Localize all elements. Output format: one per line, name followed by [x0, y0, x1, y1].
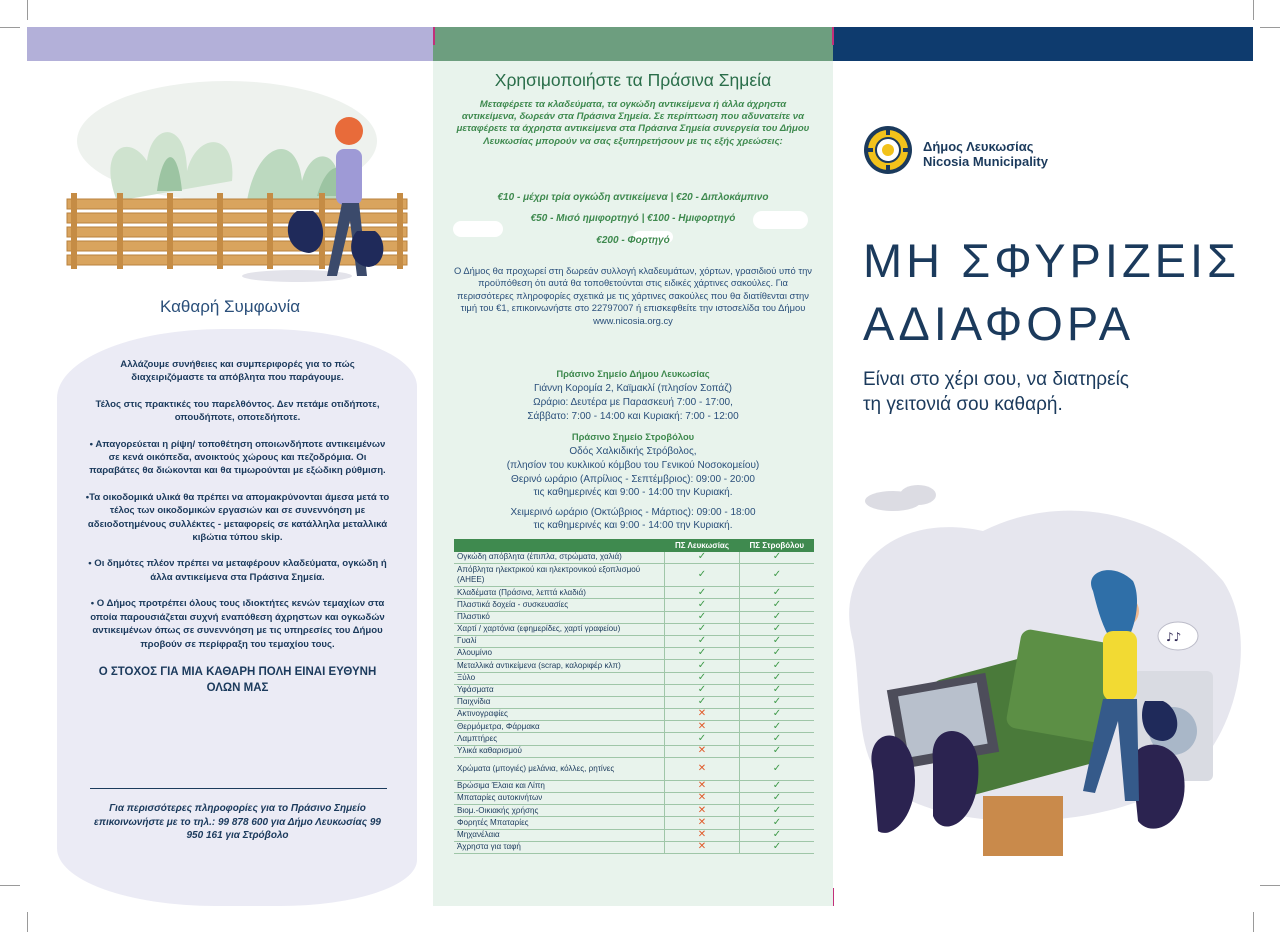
table-cell-item: Φορητές Μπαταρίες [454, 817, 665, 829]
table-cell-mark [740, 623, 815, 635]
table-row [454, 696, 814, 708]
check-icon: ✓ [697, 586, 707, 598]
table-cell-mark [740, 611, 815, 623]
table-cell-mark [740, 587, 815, 599]
check-icon: ✓ [772, 586, 782, 598]
top-bar-green [433, 27, 833, 61]
table-cell-mark [665, 564, 740, 587]
table-cell-item: Θερμόμετρα, Φάρμακα [454, 721, 665, 733]
table-cell-mark [740, 660, 815, 672]
check-icon: ✓ [697, 568, 707, 580]
table-cell-mark [740, 805, 815, 817]
price-line: €200 - Φορτηγό [596, 235, 670, 246]
point2-address: (πλησίον του κυκλικού κόμβου του Γενικού Νοσοκομείου) [506, 460, 760, 471]
table-cell-item: Κλαδέματα (Πράσινα, λεπτά κλαδιά) [454, 587, 665, 599]
check-icon: ✓ [697, 598, 707, 610]
check-icon: ✓ [772, 623, 782, 635]
check-icon: ✓ [697, 684, 707, 696]
table-cell-mark [665, 552, 740, 564]
table-cell-item: Βρώσιμα Έλαια και Λίπη [454, 780, 665, 792]
table-cell-mark [665, 721, 740, 733]
table-cell-item: Υλικά καθαρισμού [454, 745, 665, 757]
table-row [454, 829, 814, 841]
divider [90, 788, 387, 789]
cross-icon: ✕ [697, 804, 707, 816]
fold-mark [433, 27, 435, 45]
check-icon: ✓ [772, 828, 782, 840]
check-icon: ✓ [772, 792, 782, 804]
crop-mark [1260, 27, 1280, 28]
paragraph: •Τα οικοδομικά υλικά θα πρέπει να απομακρύνονται άμεσα μετά το τέλος των οικοδομικών εργασιών και σε συνεννόηση με αδειοδοτημένους συλλέκτες - μεταφορείς σε κατάλληλα μεταλλικά κιβώτια τύπου skip. [85, 491, 390, 544]
table-cell-item: Άχρηστα για ταφή [454, 841, 665, 853]
table-row [454, 611, 814, 623]
table-row [454, 672, 814, 684]
table-cell-mark [665, 684, 740, 696]
headline-line: ΑΔΙΑΦΟΡΑ [863, 297, 1135, 350]
table-cell-mark [665, 745, 740, 757]
point1-hours: Σάββατο: 7:00 - 14:00 και Κυριακή: 7:00 - 12:00 [527, 411, 739, 422]
subheadline [863, 367, 1129, 417]
table-cell-item: Χαρτί / χαρτόνια (εφημερίδες, χαρτί γραφείου) [454, 623, 665, 635]
contact-info: Για περισσότερες πληροφορίες για το Πράσινο Σημείο επικοινωνήστε με το τηλ.: 99 878 600 για Δήμο Λευκωσίας 99 950 161 για Στρόβολο [94, 803, 381, 841]
check-icon: ✓ [772, 598, 782, 610]
table-cell-mark [665, 696, 740, 708]
table-row [454, 841, 814, 853]
table-header: ΠΣ Λευκωσίας [665, 539, 740, 552]
table-cell-mark [740, 648, 815, 660]
check-icon: ✓ [772, 841, 782, 853]
cross-icon: ✕ [697, 744, 707, 756]
municipality-name-gr: Δήμος Λευκωσίας [923, 139, 1034, 154]
paragraph: Τέλος στις πρακτικές του παρελθόντος. Δεν πετάμε οτιδήποτε, οπουδήποτε, οποτεδήποτε. [95, 398, 380, 424]
price-line: €10 - μέχρι τρία ογκώδη αντικείμενα | €20 - Διπλοκάμπινο [497, 192, 769, 203]
left-panel [27, 61, 433, 906]
check-icon: ✓ [697, 635, 707, 647]
left-title: Καθαρή Συμφωνία [159, 297, 301, 316]
check-icon: ✓ [772, 816, 782, 828]
table-cell-mark [740, 757, 815, 780]
table-cell-item: Ογκώδη απόβλητα (έπιπλα, στρώματα, χαλιά) [454, 552, 665, 564]
fold-mark [832, 27, 834, 45]
table-cell-item: Παιχνίδια [454, 696, 665, 708]
table-cell-mark [665, 757, 740, 780]
middle-panel [433, 61, 833, 906]
paragraph: • Οι δημότες πλέον πρέπει να μεταφέρουν κλαδεύματα, ογκώδη ή άλλα αντικείμενα στα Πράσινα Σημεία. [88, 558, 387, 583]
table-cell-mark [665, 829, 740, 841]
check-icon: ✓ [772, 762, 782, 774]
cross-icon: ✕ [697, 841, 707, 853]
point1-hours: Ωράριο: Δευτέρα με Παρασκευή 7:00 - 17:00, [533, 397, 733, 408]
table-cell-item: Βιομ.-Οικιακής χρήσης [454, 805, 665, 817]
svg-text:♪♪: ♪♪ [1166, 630, 1182, 644]
price-line: €50 - Μισό ημιφορτηγό | €100 - Ημιφορτηγό [530, 213, 736, 224]
table-row [454, 709, 814, 721]
check-icon: ✓ [697, 659, 707, 671]
table-row [454, 564, 814, 587]
municipality-name-en: Nicosia Municipality [923, 154, 1048, 169]
point2-summer-hours: Θερινό ωράριο (Απρίλιος - Σεπτέμβριος): 09:00 - 20:00 [511, 474, 755, 485]
table-cell-mark [665, 793, 740, 805]
table-cell-mark [665, 709, 740, 721]
table-row [454, 757, 814, 780]
table-cell-mark [740, 733, 815, 745]
table-row [454, 780, 814, 792]
table-row [454, 721, 814, 733]
table-cell-item: Πλαστικά δοχεία - συσκευασίες [454, 599, 665, 611]
left-body [85, 358, 390, 696]
point1-address: Γιάννη Κορομία 2, Καϊμακλί (πλησίον Σοπάζ) [534, 383, 732, 394]
check-icon: ✓ [697, 610, 707, 622]
table-cell-item: Ξύλο [454, 672, 665, 684]
check-icon: ✓ [772, 610, 782, 622]
check-icon: ✓ [697, 732, 707, 744]
top-bar-lavender [27, 27, 433, 61]
table-cell-mark [665, 623, 740, 635]
check-icon: ✓ [772, 551, 782, 563]
collection-text: Ο Δήμος θα προχωρεί στη δωρεάν συλλογή κλαδευμάτων, χόρτων, γρασιδιού υπό την προϋπόθεση ότι αυτά θα τοποθετούνται στις ειδικές χάρτινες σακούλες. Για περισσότερες πληροφορίες σχετικά με τις χάρτινες σακούλες που θα διατίθενται στην τιμή του €1, επικοινωνήστε στο 22797007 ή επισκεφθείτε την ιστοσελίδα του Δήμου www.nicosia.org.cy [454, 265, 812, 326]
check-icon: ✓ [772, 647, 782, 659]
check-icon: ✓ [772, 720, 782, 732]
table-cell-mark [740, 552, 815, 564]
check-icon: ✓ [697, 647, 707, 659]
cross-icon: ✕ [697, 720, 707, 732]
crop-mark [27, 0, 28, 20]
dumping-illustration [833, 471, 1253, 871]
paragraph: • Απαγορεύεται η ρίψη/ τοποθέτηση οποιωνδήποτε αντικειμένων σε κενά οικόπεδα, ανοικτούς χώρους και πεζοδρόμια. Οι παραβάτες θα διώκονται και θα τιμωρούνται με εξώδικη ρύθμιση. [89, 438, 386, 477]
check-icon: ✓ [772, 708, 782, 720]
goal-statement: Ο ΣΤΟΧΟΣ ΓΙΑ ΜΙΑ ΚΑΘΑΡΗ ΠΟΛΗ ΕΙΝΑΙ ΕΥΘΥΝΗ ΟΛΩΝ ΜΑΣ [98, 665, 377, 694]
table-row [454, 623, 814, 635]
right-panel [833, 61, 1253, 906]
table-row [454, 599, 814, 611]
paragraph: Αλλάζουμε συνήθειες και συμπεριφορές για το πώς διαχειριζόμαστε τα απόβλητα που παράγουμε. [120, 359, 355, 384]
cross-icon: ✕ [697, 762, 707, 774]
fence-illustration [57, 71, 417, 291]
table-cell-item: Λαμπτήρες [454, 733, 665, 745]
municipality-name [923, 139, 1048, 169]
table-cell-mark [740, 721, 815, 733]
table-cell-mark [740, 684, 815, 696]
cross-icon: ✕ [697, 708, 707, 720]
table-row [454, 660, 814, 672]
check-icon: ✓ [772, 780, 782, 792]
check-icon: ✓ [772, 804, 782, 816]
table-cell-mark [665, 780, 740, 792]
check-icon: ✓ [772, 659, 782, 671]
table-cell-mark [740, 793, 815, 805]
table-cell-mark [665, 648, 740, 660]
table-row [454, 805, 814, 817]
table-row [454, 648, 814, 660]
check-icon: ✓ [697, 551, 707, 563]
cross-icon: ✕ [697, 780, 707, 792]
green-points-table [454, 539, 814, 854]
paragraph: • Ο Δήμος προτρέπει όλους τους ιδιοκτήτες κενών τεμαχίων στα οποία παρουσιάζεται συχνή εναπόθεση άχρηστων και ογκωδών αντικειμένων όπως σε συνεννόηση με τις υπηρεσίες του Δήμου προβούν σε περίφραξη του τεμαχίου τους. [90, 598, 385, 650]
table-cell-mark [665, 587, 740, 599]
table-cell-mark [740, 709, 815, 721]
table-cell-item: Ακτινογραφίες [454, 709, 665, 721]
table-row [454, 817, 814, 829]
table-cell-item: Πλαστικό [454, 611, 665, 623]
crop-mark [0, 885, 20, 886]
table-cell-mark [665, 841, 740, 853]
table-cell-mark [740, 745, 815, 757]
table-header: ΠΣ Στροβόλου [740, 539, 815, 552]
crop-mark [0, 27, 20, 28]
table-cell-mark [740, 672, 815, 684]
table-row [454, 733, 814, 745]
check-icon: ✓ [772, 684, 782, 696]
table-cell-item: Μηχανέλαια [454, 829, 665, 841]
table-cell-mark [740, 841, 815, 853]
table-cell-mark [665, 805, 740, 817]
cross-icon: ✕ [697, 828, 707, 840]
table-cell-mark [665, 635, 740, 647]
table-header [454, 539, 665, 552]
table-cell-mark [740, 564, 815, 587]
crop-mark [1253, 0, 1254, 20]
crop-mark [1253, 912, 1254, 932]
check-icon: ✓ [772, 744, 782, 756]
table-cell-mark [665, 611, 740, 623]
cross-icon: ✕ [697, 816, 707, 828]
point2-address: Οδός Χαλκιδικής Στρόβολος, [569, 446, 697, 457]
table-cell-mark [740, 817, 815, 829]
subheadline-line: τη γειτονιά σου καθαρή. [863, 394, 1063, 415]
table-cell-mark [740, 829, 815, 841]
check-icon: ✓ [772, 696, 782, 708]
point2-title: Πράσινο Σημείο Στροβόλου [571, 431, 695, 442]
intro-text: Μεταφέρετε τα κλαδεύματα, τα ογκώδη αντικείμενα ή άλλα άχρηστα αντικείμενα, δωρεάν στα Πράσινα Σημεία. Σε περίπτωση που αδυνατείτε να μεταφέρετε τα άχρηστα αντικείμενα στα Πράσινα Σημεία συνεργεία του Δήμου Λευκωσίας μπορούν να σας εξυπηρετήσουν με τις εξής χρεώσεις: [456, 99, 810, 147]
point2-summer-hours: τις καθημερινές και 9:00 - 14:00 την Κυριακή. [533, 487, 733, 498]
table-row [454, 552, 814, 564]
table-row [454, 635, 814, 647]
point2-winter-hours: Χειμερινό ωράριο (Οκτώβριος - Μάρτιος): 09:00 - 18:00 [510, 507, 756, 518]
top-bar-navy [833, 27, 1253, 61]
table-cell-item: Γυαλί [454, 635, 665, 647]
check-icon: ✓ [697, 623, 707, 635]
table-cell-item: Απόβλητα ηλεκτρικού και ηλεκτρονικού εξοπλισμού (ΑΗΕΕ) [454, 564, 665, 587]
table-cell-mark [740, 780, 815, 792]
check-icon: ✓ [772, 732, 782, 744]
table-header-row [454, 539, 814, 552]
table-row [454, 793, 814, 805]
table-cell-mark [665, 660, 740, 672]
table-cell-item: Αλουμίνιο [454, 648, 665, 660]
table-row [454, 587, 814, 599]
crop-mark [1260, 885, 1280, 886]
check-icon: ✓ [697, 671, 707, 683]
table-cell-item: Μπαταρίες αυτοκινήτων [454, 793, 665, 805]
table-cell-mark [665, 599, 740, 611]
table-cell-item: Χρώματα (μπογιές) μελάνια, κόλλες, ρητίνες [454, 757, 665, 780]
table-row [454, 745, 814, 757]
check-icon: ✓ [772, 671, 782, 683]
table-cell-mark [665, 672, 740, 684]
table-cell-mark [665, 733, 740, 745]
cross-icon: ✕ [697, 792, 707, 804]
table-cell-mark [665, 817, 740, 829]
headline [863, 229, 1240, 355]
table-cell-mark [740, 599, 815, 611]
check-icon: ✓ [772, 568, 782, 580]
table-cell-item: Μεταλλικά αντικείμενα (scrap, καλοριφέρ κλπ) [454, 660, 665, 672]
table-cell-mark [740, 635, 815, 647]
middle-title: Χρησιμοποιήστε τα Πράσινα Σημεία [494, 70, 772, 90]
crop-mark [27, 912, 28, 932]
municipality-logo [863, 125, 913, 175]
table-cell-mark [740, 696, 815, 708]
check-icon: ✓ [772, 635, 782, 647]
headline-line: ΜΗ ΣΦΥΡΙΖΕΙΣ [863, 234, 1241, 287]
check-icon: ✓ [697, 696, 707, 708]
subheadline-line: Είναι στο χέρι σου, να διατηρείς [863, 369, 1129, 390]
point2-winter-hours: τις καθημερινές και 9:00 - 14:00 την Κυριακή. [533, 520, 733, 531]
table-row [454, 684, 814, 696]
table-cell-item: Υφάσματα [454, 684, 665, 696]
point1-title: Πράσινο Σημείο Δήμου Λευκωσίας [556, 368, 710, 379]
